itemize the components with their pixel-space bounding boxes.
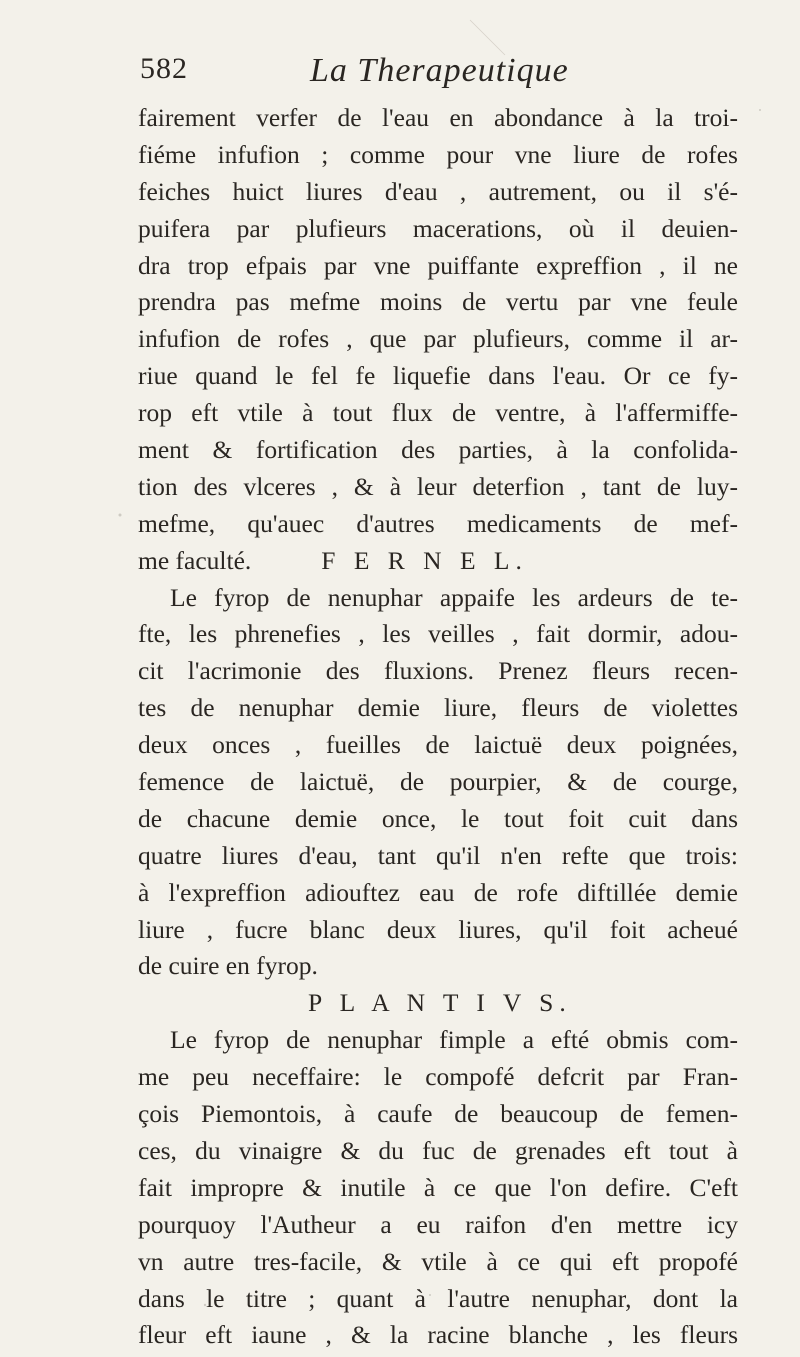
text-line: fait impropre & inutile à ce que l'on defire. C'eft — [138, 1172, 738, 1202]
text-line: tion des vlceres , & à leur deterfion , tant de luy- — [138, 471, 738, 501]
running-title: La Therapeutique — [310, 52, 569, 89]
text-line: pourquoy l'Autheur a eu raifon d'en mettre icy — [138, 1209, 738, 1239]
text-line: fairement verfer de l'eau en abondance à la troi- — [138, 103, 738, 132]
text-line: infufion de rofes , que par plufieurs, comme il ar- — [138, 324, 738, 354]
page-body — [138, 100, 738, 1354]
text-line: de cuire en fyrop. — [138, 951, 318, 981]
text-line: rop eft vtile à tout flux de ventre, à l'affermiffe- — [138, 398, 738, 428]
text-line: dans le titre ; quant à l'autre nenuphar, dont la — [138, 1283, 738, 1313]
text-line: fleur eft iaune , & la racine blanche , les fleurs — [138, 1320, 738, 1350]
text-line-with-author — [138, 543, 738, 580]
text-line: de chacune demie once, le tout foit cuit dans — [138, 803, 738, 833]
text-line: çois Piemontois, à caufe de beaucoup de femen- — [138, 1099, 738, 1129]
text-line: femence de laictuë, de pourpier, & de courge, — [138, 767, 738, 797]
text-line: feiches huict liures d'eau , autrement, ou il s'é- — [138, 176, 738, 206]
text-line: vn autre tres-facile, & vtile à ce qui eft propofé — [138, 1246, 738, 1276]
page-number: 582 — [140, 52, 188, 85]
text-line: puifera par plufieurs macerations, où il deuien- — [138, 213, 738, 243]
paragraph-first-line: Le fyrop de nenuphar appaife les ardeurs de te- — [170, 582, 738, 612]
text-line: cit l'acrimonie des fluxions. Prenez fleurs recen- — [138, 656, 738, 686]
text-line: mefme, qu'auec d'autres medicaments de mef- — [138, 508, 738, 538]
text-line: liure , fucre blanc deux liures, qu'il foit acheué — [138, 914, 738, 944]
text-line: dra trop efpais par vne puiffante expreffion , il ne — [138, 250, 738, 280]
author-heading-fernel: F E R N E L. — [321, 545, 528, 575]
text-line: tes de nenuphar demie liure, fleurs de violettes — [138, 693, 738, 723]
text-line: quatre liures d'eau, tant qu'il n'en refte que trois: — [138, 840, 738, 870]
text-line: à l'expreffion adiouftez eau de rofe diftillée demie — [138, 877, 738, 907]
text-line: fte, les phrenefies , les veilles , fait dormir, adou- — [138, 619, 738, 649]
text-line: me peu neceffaire: le compofé defcrit par Fran- — [138, 1062, 738, 1092]
text-line: ment & fortification des parties, à la confolida- — [138, 435, 738, 465]
page-header — [140, 52, 700, 96]
text-line: riue quand le fel fe liquefie dans l'eau. Or ce fy- — [138, 361, 738, 391]
text-line: deux onces , fueilles de laictuë deux poignées, — [138, 730, 738, 760]
text-line-end: me faculté. — [138, 545, 252, 575]
paragraph-first-line: Le fyrop de nenuphar fimple a efté obmis com- — [170, 1025, 738, 1055]
text-line: fiéme infufion ; comme pour vne liure de rofes — [138, 139, 738, 169]
text-line: ces, du vinaigre & du fuc de grenades eft tout à — [138, 1135, 738, 1165]
text-line: prendra pas mefme moins de vertu par vne feule — [138, 287, 738, 317]
author-heading-plantius: P L A N T I V S. — [308, 988, 572, 1018]
